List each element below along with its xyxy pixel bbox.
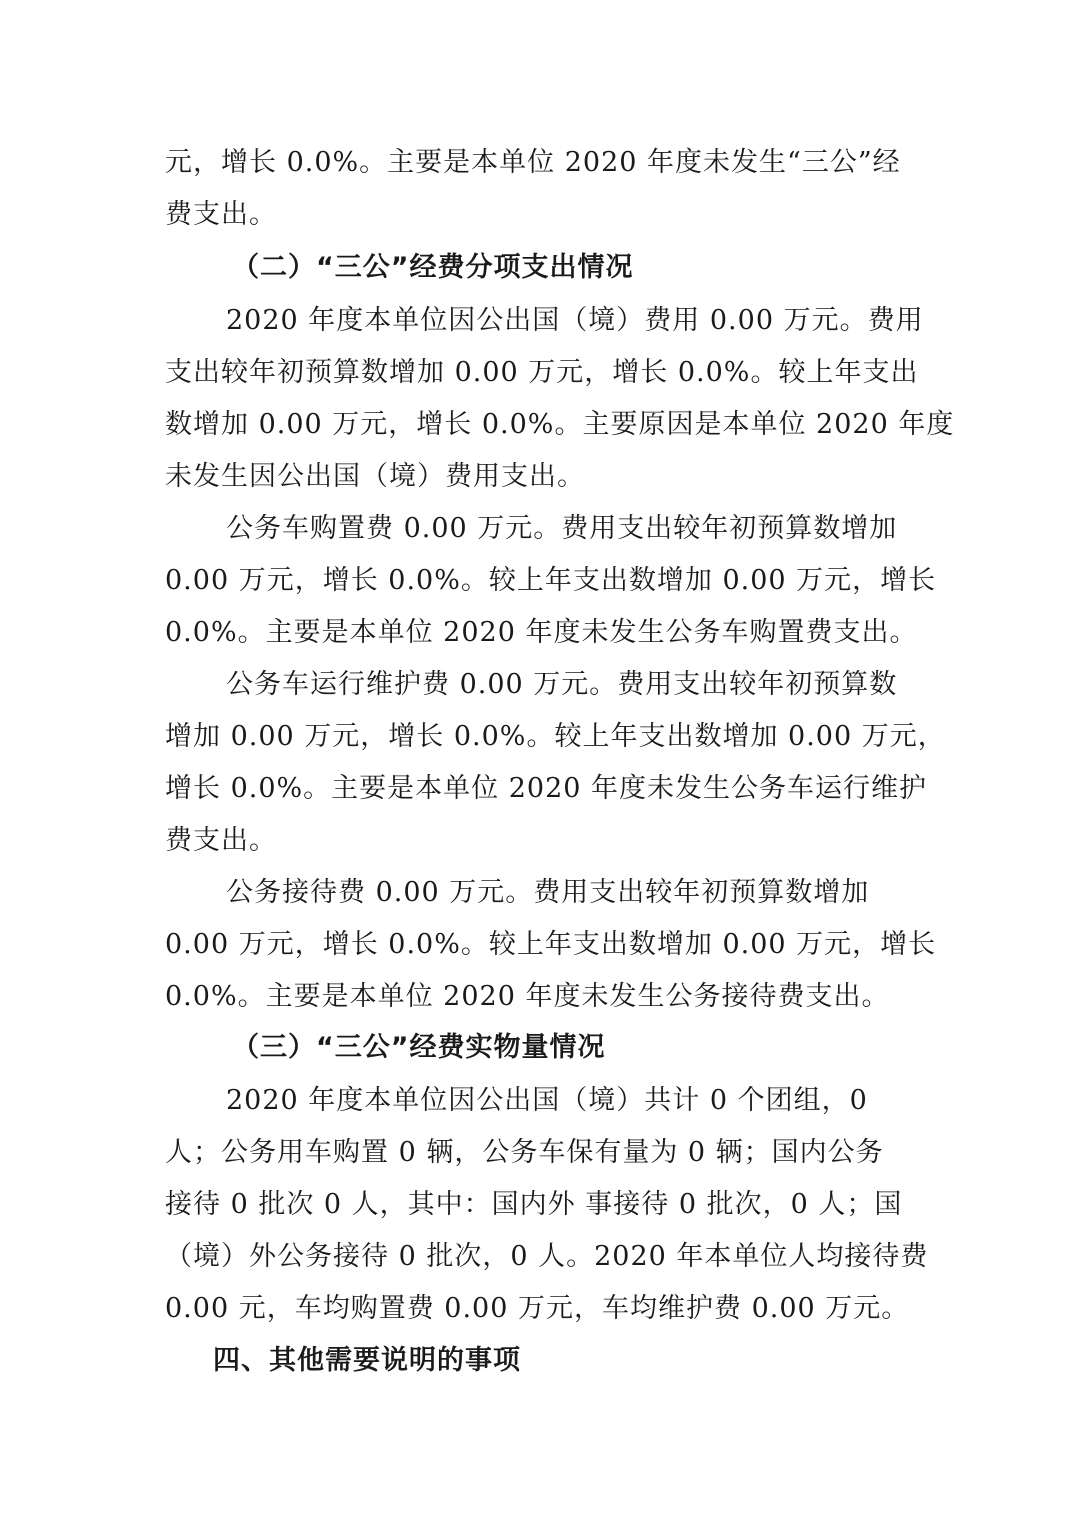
body-text-line: 费支出。 (165, 199, 277, 230)
body-text-line: 0.0%。主要是本单位 2020 年度未发生公务车购置费支出。 (165, 617, 918, 648)
body-text-line: 数增加 0.00 万元，增长 0.0%。主要原因是本单位 2020 年度 (165, 409, 955, 440)
body-text-line: 增长 0.0%。主要是本单位 2020 年度未发生公务车运行维护 (165, 773, 928, 804)
body-text-line: 人；公务用车购置 0 辆，公务车保有量为 0 辆；国内公务 (165, 1137, 884, 1168)
body-text-line: 支出较年初预算数增加 0.00 万元，增长 0.0%。较上年支出 (165, 357, 919, 388)
body-text-line: 0.00 万元，增长 0.0%。较上年支出数增加 0.00 万元，增长 (165, 929, 937, 960)
body-text-line: 元，增长 0.0%。主要是本单位 2020 年度未发生“三公”经 (165, 147, 901, 178)
section-heading-4: 四、其他需要说明的事项 (213, 1345, 521, 1376)
body-text-line: 公务接待费 0.00 万元。费用支出较年初预算数增加 (226, 877, 870, 908)
body-text-line: 0.0%。主要是本单位 2020 年度未发生公务接待费支出。 (165, 981, 890, 1012)
body-text-line: 0.00 万元，增长 0.0%。较上年支出数增加 0.00 万元，增长 (165, 565, 937, 596)
body-text-line: 0.00 元，车均购置费 0.00 万元，车均维护费 0.00 万元。 (165, 1293, 910, 1324)
body-text-line: 未发生因公出国（境）费用支出。 (165, 461, 585, 492)
body-text-line: 公务车购置费 0.00 万元。费用支出较年初预算数增加 (226, 513, 898, 544)
body-text-line: 费支出。 (165, 825, 277, 856)
section-heading-2: （二）“三公”经费分项支出情况 (232, 252, 634, 283)
body-text-line: 接待 0 批次 0 人，其中：国内外 事接待 0 批次，0 人；国 (165, 1189, 903, 1220)
body-text-line: 2020 年度本单位因公出国（境）费用 0.00 万元。费用 (226, 305, 924, 336)
body-text-line: 增加 0.00 万元，增长 0.0%。较上年支出数增加 0.00 万元， (165, 721, 946, 752)
section-heading-3: （三）“三公”经费实物量情况 (232, 1032, 606, 1063)
body-text-line: 2020 年度本单位因公出国（境）共计 0 个团组，0 (226, 1085, 868, 1116)
body-text-line: 公务车运行维护费 0.00 万元。费用支出较年初预算数 (226, 669, 898, 700)
body-text-line: （境）外公务接待 0 批次，0 人。2020 年本单位人均接待费 (165, 1241, 929, 1272)
